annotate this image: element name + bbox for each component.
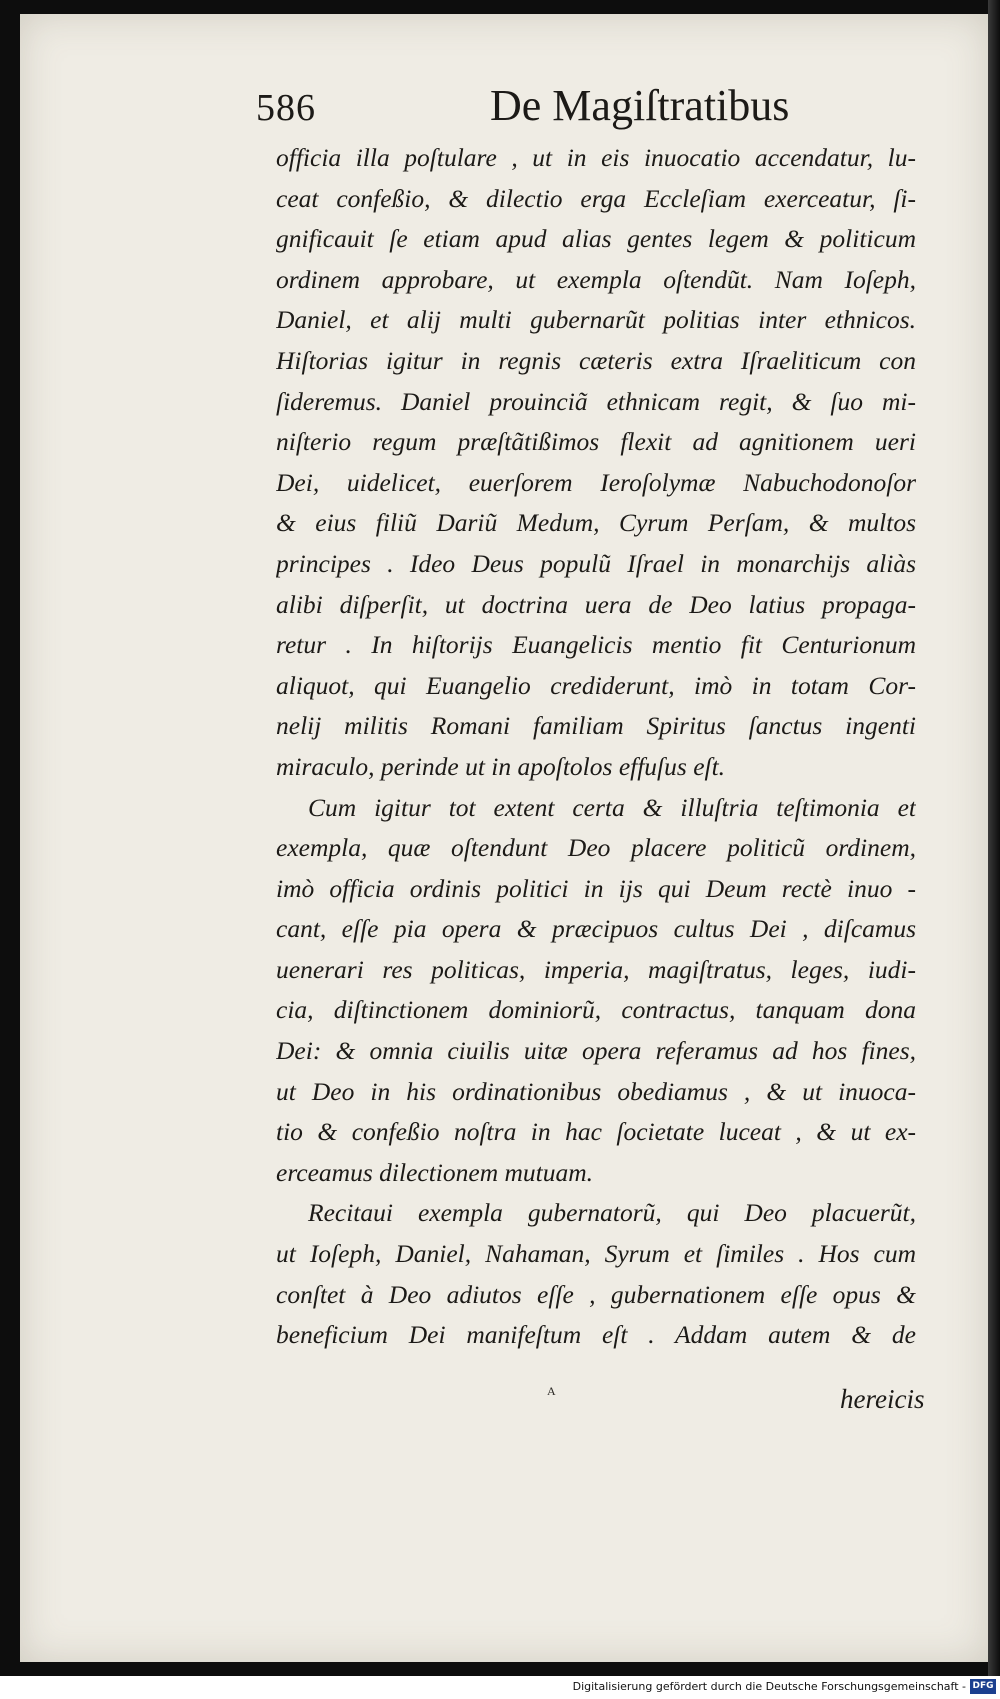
body-text	[276, 138, 916, 1356]
text-line: ut Ioſeph, Daniel, Nahaman, Syrum et ſimiles . Hos cum	[276, 1239, 916, 1269]
text-line: officia illa poſtulare , ut in eis inuocatio accendatur, lu-	[276, 143, 916, 172]
text-line: beneficium Dei manifeſtum eſt . Addam autem & de	[276, 1320, 916, 1350]
text-line: gnificauit ſe etiam apud alias gentes legem & politicum	[276, 224, 916, 254]
text-line: ordinem approbare, ut exempla oſtendũt. Nam Ioſeph,	[276, 264, 916, 294]
text-line: exempla, quæ oſtendunt Deo placere politicũ ordinem,	[276, 833, 916, 863]
text-line: & eius filiũ Dariũ Medum, Cyrum Perſam, & multos	[276, 508, 916, 538]
page-header	[256, 80, 816, 140]
text-line: Dei, uidelicet, euerſorem Ieroſolymæ Nabuchodonoſor	[276, 467, 916, 497]
text-line: Recitaui exempla gubernatorũ, qui Deo placuerũt,	[308, 1198, 916, 1228]
text-line: retur . In hiſtorijs Euangelicis mentio fit Centurionum	[276, 630, 916, 660]
text-line: Dei: & omnia ciuilis uitæ opera referamus ad hos fines,	[276, 1036, 916, 1066]
page-number: 586	[256, 87, 316, 129]
digitization-credit: Digitalisierung gefördert durch die Deutsche Forschungsgemeinschaft -	[572, 1680, 966, 1693]
text-line: aliquot, qui Euangelio crediderunt, imò in totam Cor-	[276, 670, 916, 700]
text-line: principes . Ideo Deus populũ Iſrael in monarchijs aliàs	[276, 548, 916, 578]
text-line: conſtet à Deo adiutos eſſe , gubernationem eſſe opus &	[276, 1279, 916, 1309]
catchword: hereicis	[840, 1384, 925, 1414]
text-line: Daniel, et alij multi gubernarũt politias inter ethnicos.	[276, 305, 916, 335]
text-line: ſideremus. Daniel prouinciã ethnicam regit, & ſuo mi-	[276, 386, 916, 416]
page-edge-shadow	[988, 0, 1000, 1676]
text-line: nelij militis Romani familiam Spiritus ſanctus ingenti	[276, 711, 916, 741]
text-line: alibi diſperſit, ut doctrina uera de Deo latius propaga-	[276, 589, 916, 619]
running-title: De Magiſtratibus	[490, 81, 790, 130]
text-line: miraculo, perinde ut in apoſtolos effuſus eſt.	[276, 751, 726, 781]
text-line: ceat confeßio, & dilectio erga Eccleſiam exerceatur, ſi-	[276, 183, 916, 213]
text-line: Cum igitur tot extent certa & illuſtria teſtimonia et	[308, 792, 916, 822]
text-line: ut Deo in his ordinationibus obediamus , & ut inuoca-	[276, 1076, 916, 1106]
text-line: imò officia ordinis politici in ijs qui Deum rectè inuo -	[276, 873, 916, 903]
dfg-logo: DFG	[970, 1679, 996, 1694]
text-line: erceamus dilectionem mutuam.	[276, 1157, 594, 1187]
text-line: Hiſtorias igitur in regnis cæteris extra Iſraeliticum con	[276, 345, 916, 375]
text-line: niſterio regum præſtãtißimos flexit ad agnitionem ueri	[276, 427, 916, 457]
text-line: cant, eſſe pia opera & præcipuos cultus Dei , diſcamus	[276, 914, 916, 944]
text-line: cia, diſtinctionem dominiorũ, contractus, tanquam dona	[276, 995, 916, 1025]
text-line: tio & confeßio noſtra in hac ſocietate luceat , & ut ex-	[276, 1117, 916, 1147]
signature-mark: A	[547, 1384, 556, 1398]
text-line: uenerari res politicas, imperia, magiſtratus, leges, iudi-	[276, 954, 916, 984]
footer-bar	[0, 1676, 1000, 1699]
